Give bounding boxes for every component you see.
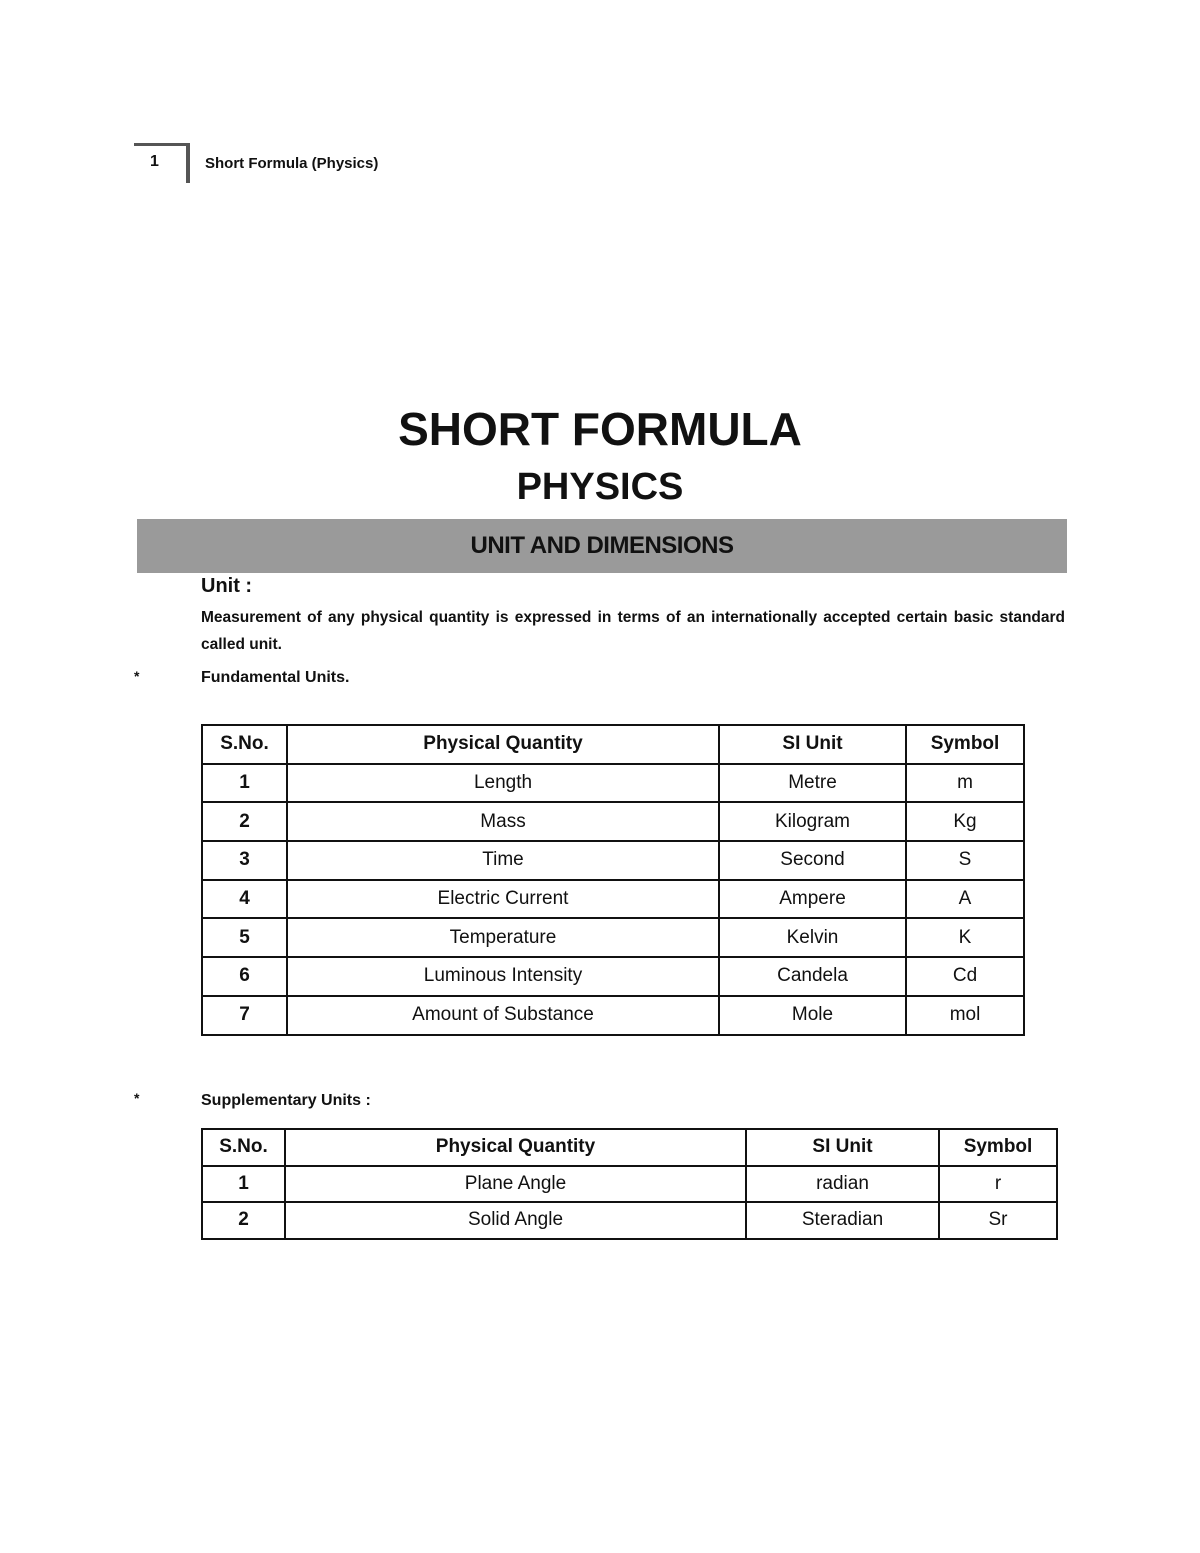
table-cell: S — [906, 841, 1024, 880]
table-cell: Amount of Substance — [287, 996, 719, 1035]
fundamental-units-table — [201, 724, 1025, 1036]
table-cell: Time — [287, 841, 719, 880]
column-header: S.No. — [202, 725, 287, 764]
table-cell: Kelvin — [719, 918, 906, 957]
table-cell: Plane Angle — [285, 1166, 746, 1203]
table-row — [202, 1202, 1057, 1239]
bullet-marker: * — [134, 668, 140, 684]
section-banner — [137, 519, 1067, 573]
table-cell: K — [906, 918, 1024, 957]
table-header-row — [202, 1129, 1057, 1166]
table-row — [202, 957, 1024, 996]
table-row — [202, 1166, 1057, 1203]
table-cell: 1 — [202, 764, 287, 803]
table-cell: Kg — [906, 802, 1024, 841]
table-cell: Steradian — [746, 1202, 939, 1239]
column-header: SI Unit — [719, 725, 906, 764]
table-cell: Mass — [287, 802, 719, 841]
table-cell: Solid Angle — [285, 1202, 746, 1239]
column-header: S.No. — [202, 1129, 285, 1166]
table-cell: Candela — [719, 957, 906, 996]
unit-heading: Unit : — [201, 575, 253, 597]
table-row — [202, 996, 1024, 1035]
table-cell: 2 — [202, 1202, 285, 1239]
table-cell: Ampere — [719, 880, 906, 919]
table-cell: Metre — [719, 764, 906, 803]
table-cell: 2 — [202, 802, 287, 841]
table-cell: r — [939, 1166, 1057, 1203]
table-cell: A — [906, 880, 1024, 919]
column-header: SI Unit — [746, 1129, 939, 1166]
fundamental-units-heading: Fundamental Units. — [201, 669, 350, 686]
table-row — [202, 764, 1024, 803]
supplementary-units-heading: Supplementary Units : — [201, 1092, 371, 1109]
header-rule-top — [134, 143, 190, 146]
table-cell: 4 — [202, 880, 287, 919]
table-row — [202, 802, 1024, 841]
document-subtitle: PHYSICS — [516, 466, 684, 508]
table-cell: 6 — [202, 957, 287, 996]
table-row — [202, 918, 1024, 957]
table-cell: Sr — [939, 1202, 1057, 1239]
supplementary-units-table — [201, 1128, 1058, 1240]
document-title: SHORT FORMULA — [398, 403, 802, 455]
header-rule-side — [186, 143, 190, 183]
table-row — [202, 880, 1024, 919]
table-cell: Luminous Intensity — [287, 957, 719, 996]
table-cell: Temperature — [287, 918, 719, 957]
table-cell: mol — [906, 996, 1024, 1035]
table-cell: radian — [746, 1166, 939, 1203]
table-cell: Second — [719, 841, 906, 880]
table-cell: m — [906, 764, 1024, 803]
table-cell: Electric Current — [287, 880, 719, 919]
table-cell: 1 — [202, 1166, 285, 1203]
column-header: Physical Quantity — [285, 1129, 746, 1166]
page-number: 1 — [150, 153, 159, 170]
table-cell: Mole — [719, 996, 906, 1035]
table-cell: 5 — [202, 918, 287, 957]
table-cell: 3 — [202, 841, 287, 880]
running-title: Short Formula (Physics) — [205, 155, 379, 172]
table-cell: 7 — [202, 996, 287, 1035]
table-cell: Kilogram — [719, 802, 906, 841]
table-cell: Cd — [906, 957, 1024, 996]
section-title: UNIT AND DIMENSIONS — [470, 532, 734, 559]
column-header: Physical Quantity — [287, 725, 719, 764]
column-header: Symbol — [939, 1129, 1057, 1166]
table-header-row — [202, 725, 1024, 764]
bullet-marker: * — [134, 1090, 140, 1106]
column-header: Symbol — [906, 725, 1024, 764]
table-row — [202, 841, 1024, 880]
table-cell: Length — [287, 764, 719, 803]
unit-description: Measurement of any physical quantity is expressed in terms of an internationally accepted certain basic standard called unit. — [201, 609, 1065, 653]
